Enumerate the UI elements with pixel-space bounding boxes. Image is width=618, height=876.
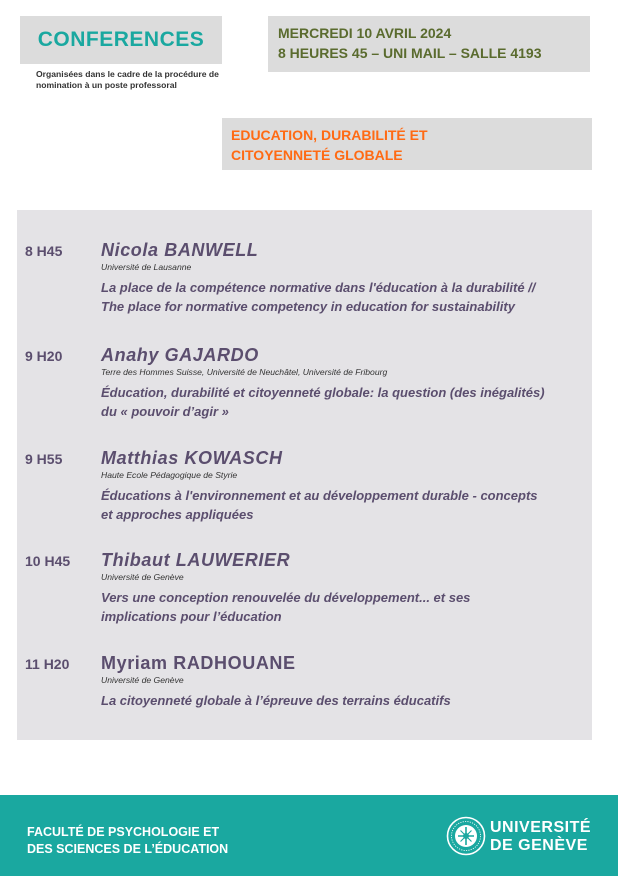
talk-speaker: Myriam RADHOUANE (101, 653, 296, 673)
talk-title-line-1: La citoyenneté globale à l’épreuve des terrains éducatifs (101, 693, 451, 708)
talk-title-line-2: et approches appliquées (101, 507, 254, 522)
talk-time: 10 H45 (25, 553, 71, 569)
university-seal-icon (446, 816, 486, 856)
talk-affiliation: Terre des Hommes Suisse, Université de Neuchâtel, Université de Fribourg (101, 367, 388, 377)
conferences-title-box (20, 16, 222, 64)
talk-speaker: Nicola BANWELL (101, 240, 259, 260)
talk-title-line-1: Éducation, durabilité et citoyenneté globale: la question (des inégalités) (101, 385, 545, 400)
theme-line-1: EDUCATION, DURABILITÉ ET (231, 127, 428, 143)
talk-title-line-1: Vers une conception renouvelée du développement... et ses (101, 590, 471, 605)
talk-time: 9 H20 (25, 348, 63, 364)
talk-title-line-2: The place for normative competency in education for sustainability (101, 299, 515, 314)
event-date: MERCREDI 10 AVRIL 2024 (278, 25, 452, 41)
university-name-line-1: UNIVERSITÉ (490, 819, 592, 836)
event-location: 8 HEURES 45 – UNI MAIL – SALLE 4193 (278, 45, 542, 61)
talk-title (101, 486, 591, 524)
talk-time: 11 H20 (25, 656, 70, 672)
talk-speaker: Thibaut LAUWERIER (101, 550, 291, 570)
talk-affiliation: Université de Lausanne (101, 262, 192, 272)
theme-line-2: CITOYENNETÉ GLOBALE (231, 147, 403, 163)
university-name (490, 819, 591, 855)
talk-title-line-1: Éducations à l'environnement et au développement durable - concepts (101, 488, 538, 503)
footer-bar (0, 795, 618, 876)
talk-affiliation: Haute Ecole Pédagogique de Styrie (101, 470, 238, 480)
talk-title-line-2: implications pour l’éducation (101, 609, 282, 624)
university-name-line-2: DE GENÈVE (490, 837, 588, 854)
talk-title (101, 278, 591, 316)
talk-title-line-2: du « pouvoir d’agir » (101, 404, 229, 419)
talk-speaker: Matthias KOWASCH (101, 448, 283, 468)
program-panel (17, 210, 592, 740)
conferences-title: CONFERENCES (37, 28, 205, 51)
talk-affiliation: Université de Genève (101, 572, 184, 582)
talk-title (101, 383, 591, 421)
date-location-box (268, 16, 590, 72)
faculty-line-1: FACULTÉ DE PSYCHOLOGIE ET (27, 825, 220, 839)
talk-time: 8 H45 (25, 243, 63, 259)
faculty-line-2: DES SCIENCES DE L’ÉDUCATION (27, 842, 229, 856)
conferences-subtitle: Organisées dans le cadre de la procédure de nomination à un poste professoral (36, 69, 219, 90)
university-logo (446, 816, 596, 860)
talk-speaker: Anahy GAJARDO (101, 345, 259, 365)
talk-title (101, 691, 591, 710)
talk-title-line-1: La place de la compétence normative dans l'éducation à la durabilité // (101, 280, 536, 295)
faculty-name (27, 824, 228, 858)
talk-title (101, 588, 591, 626)
talk-affiliation: Université de Genève (101, 675, 184, 685)
talk-time: 9 H55 (25, 451, 63, 467)
theme-box (222, 118, 592, 170)
